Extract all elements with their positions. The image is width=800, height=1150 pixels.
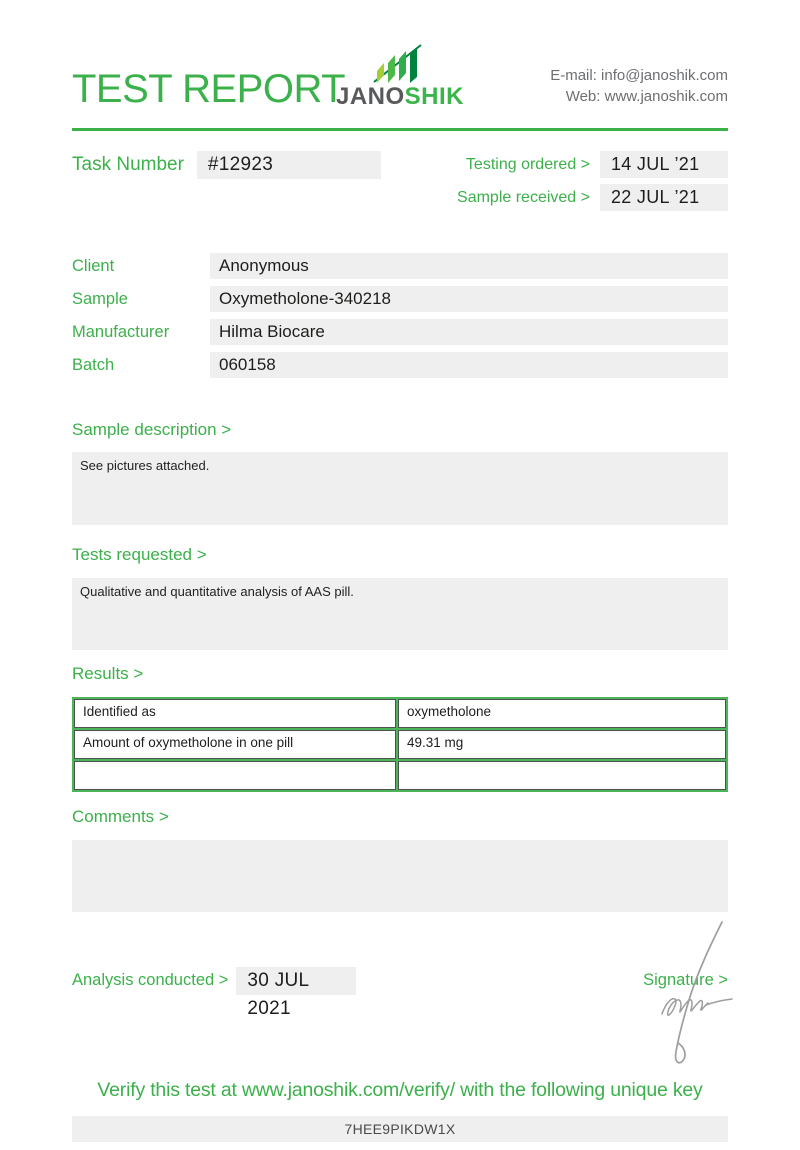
results-cell-amount-value: 49.31 mg	[398, 730, 726, 759]
analysis-conducted-label: Analysis conducted >	[72, 971, 229, 990]
sample-label: Sample	[72, 289, 128, 308]
web-line	[550, 86, 728, 107]
page-title: TEST REPORT	[72, 67, 346, 111]
dates-block	[457, 151, 728, 211]
client-label: Client	[72, 256, 115, 275]
results-cell-empty-label	[74, 761, 396, 790]
logo-text-shik: SHIK	[404, 83, 465, 110]
web-label: Web:	[565, 88, 601, 105]
manufacturer-value: Hilma Biocare	[210, 319, 728, 345]
results-row-identified	[73, 698, 727, 729]
analysis-row	[72, 967, 728, 1019]
info-row-batch	[72, 352, 728, 378]
manufacturer-label: Manufacturer	[72, 322, 170, 341]
email-value: info@janoshik.com	[601, 67, 728, 84]
results-row-amount	[73, 729, 727, 760]
sample-received-row	[457, 184, 728, 211]
sample-received-label: Sample received >	[457, 188, 590, 206]
sample-info-block	[72, 253, 728, 378]
results-cell-empty-value	[398, 761, 726, 790]
unique-key-value: 7HEE9PIKDW1X	[72, 1116, 728, 1142]
batch-label: Batch	[72, 355, 115, 374]
results-table	[72, 697, 728, 792]
results-cell-identified-value: oxymetholone	[398, 699, 726, 728]
web-value: www.janoshik.com	[604, 88, 728, 105]
results-heading: Results >	[72, 663, 144, 683]
analysis-date-value: 30 JUL 2021	[236, 967, 356, 995]
info-row-manufacturer	[72, 319, 728, 345]
task-row	[72, 151, 728, 211]
comments-box	[72, 840, 728, 912]
results-cell-identified-label: Identified as	[74, 699, 396, 728]
info-row-sample	[72, 286, 728, 312]
verify-text: Verify this test at www.janoshik.com/verify/ with the following unique key	[97, 1078, 703, 1101]
logo-text-jano: JANO	[335, 83, 405, 110]
signature-label: Signature >	[643, 971, 728, 990]
testing-ordered-label: Testing ordered >	[465, 155, 590, 173]
batch-value: 060158	[210, 352, 728, 378]
client-value: Anonymous	[210, 253, 728, 279]
testing-ordered-row	[457, 151, 728, 178]
info-row-client	[72, 253, 728, 279]
email-label: E-mail:	[550, 67, 597, 84]
sample-value: Oxymetholone-340218	[210, 286, 728, 312]
tests-requested-box: Qualitative and quantitative analysis of AAS pill.	[72, 578, 728, 650]
email-line	[550, 65, 728, 86]
header	[72, 44, 728, 111]
growth-chart-icon	[336, 42, 464, 84]
results-cell-amount-label: Amount of oxymetholone in one pill	[74, 730, 396, 759]
sample-description-heading: Sample description >	[72, 420, 232, 439]
logo-wordmark	[336, 85, 464, 109]
signature-image	[636, 912, 748, 1075]
contact-info	[550, 65, 728, 108]
sample-description-box: See pictures attached.	[72, 452, 728, 525]
sample-received-value: 22 JUL ’21	[600, 184, 728, 211]
tests-requested-heading: Tests requested >	[72, 545, 207, 565]
comments-heading: Comments >	[72, 807, 169, 827]
task-number-value: #12923	[197, 151, 381, 179]
janoshik-logo	[336, 42, 464, 109]
task-number-label: Task Number	[72, 154, 184, 175]
header-divider	[72, 128, 728, 131]
results-row-empty	[73, 760, 727, 791]
testing-ordered-value: 14 JUL ’21	[600, 151, 728, 178]
